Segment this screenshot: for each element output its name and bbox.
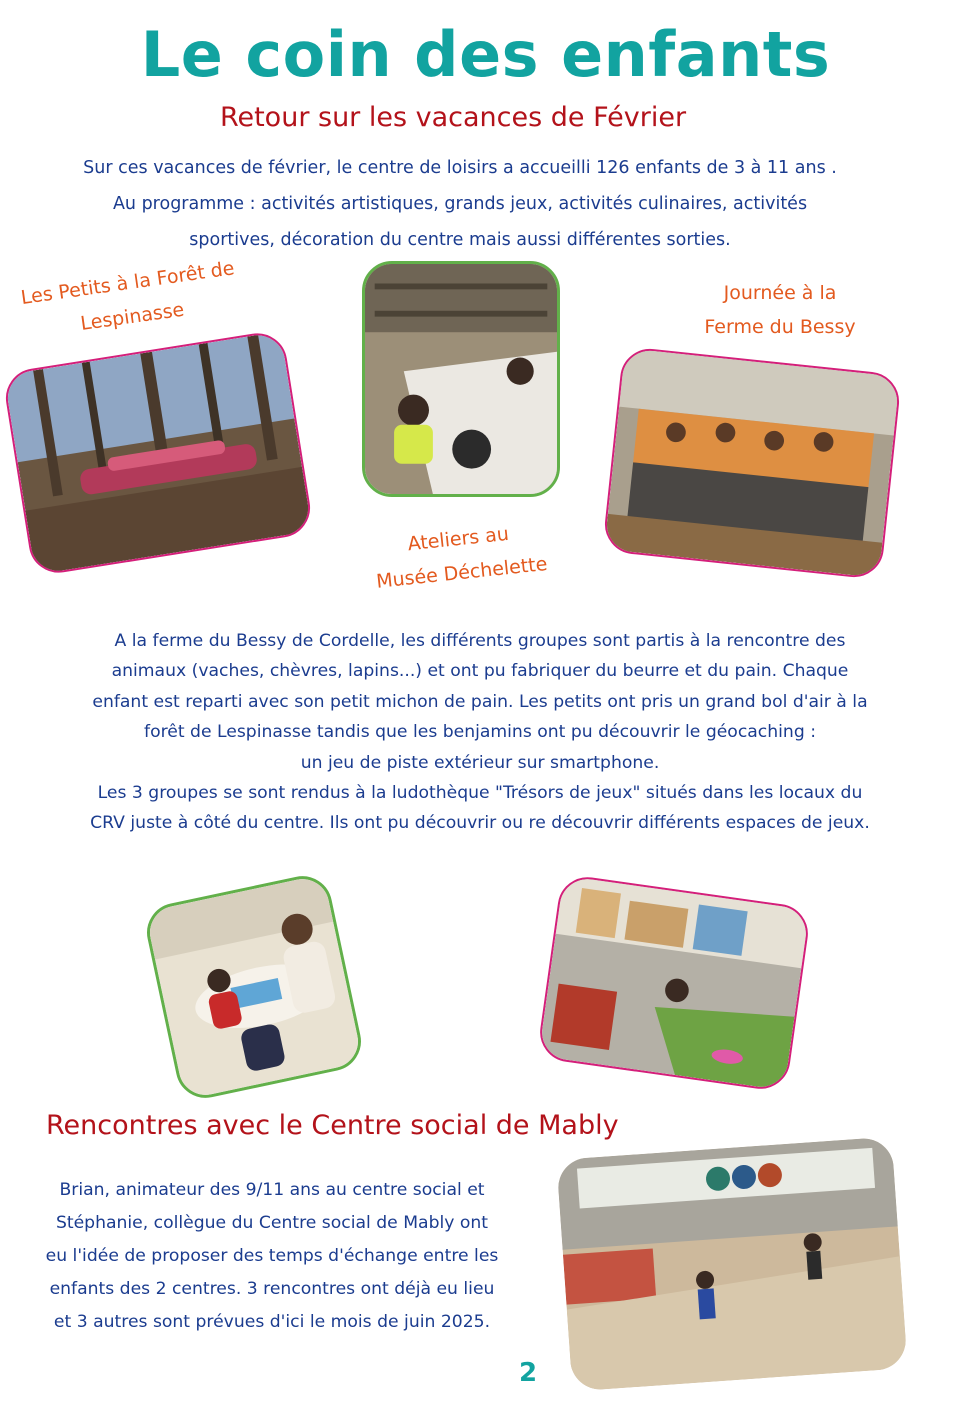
intro-paragraph <box>20 150 900 258</box>
photo-ludotheque-table <box>141 871 366 1104</box>
body-line: animaux (vaches, chèvres, lapins...) et ont pu fabriquer du beurre et du pain. Chaque <box>111 661 849 682</box>
mably-line: enfants des 2 centres. 3 rencontres ont déjà eu lieu <box>49 1279 495 1299</box>
caption-musee <box>347 511 573 602</box>
caption-line: Ferme du Bessy <box>704 316 856 338</box>
body-paragraph <box>10 626 950 839</box>
mably-line: Stéphanie, collègue du Centre social de Mably ont <box>55 1213 489 1233</box>
intro-line: sportives, décoration du centre mais aussi différentes sorties. <box>189 230 731 250</box>
intro-line: Sur ces vacances de février, le centre de loisirs a accueilli 126 enfants de 3 à 11 ans . <box>83 158 837 178</box>
photo-foret-lespinasse <box>2 329 315 577</box>
photo-musee-dechelette <box>362 261 560 497</box>
caption-foret <box>6 250 253 351</box>
caption-line: Ateliers au <box>406 522 510 556</box>
caption-line: Lespinasse <box>79 298 186 335</box>
photo-ludotheque-salle <box>536 873 811 1092</box>
page-number: 2 <box>518 1358 538 1388</box>
body-line: forêt de Lespinasse tandis que les benjamins ont pu découvrir le géocaching : <box>144 722 816 743</box>
caption-line: Les Petits à la Forêt de <box>19 257 236 310</box>
photo-ferme-du-bessy <box>602 346 902 580</box>
caption-ferme <box>680 276 880 344</box>
body-line: A la ferme du Bessy de Cordelle, les différents groupes sont partis à la rencontre des <box>114 631 846 651</box>
caption-line: Musée Déchelette <box>375 552 549 593</box>
mably-line: eu l'idée de proposer des temps d'échange entre les <box>45 1246 499 1266</box>
body-line: Les 3 groupes se sont rendus à la ludothèque "Trésors de jeux" situés dans les locaux du <box>97 783 863 804</box>
mably-section-title: Rencontres avec le Centre social de Mably <box>46 1110 619 1141</box>
body-line: enfant est reparti avec son petit michon de pain. Les petits ont pris un grand bol d'air à la <box>92 691 868 712</box>
body-line: CRV juste à côté du centre. Ils ont pu découvrir ou re découvrir différents espaces de jeux. <box>90 813 870 834</box>
body-line: un jeu de piste extérieur sur smartphone. <box>300 752 660 773</box>
section-subtitle: Retour sur les vacances de Février <box>219 102 687 133</box>
mably-line: Brian, animateur des 9/11 ans au centre social et <box>59 1180 485 1200</box>
mably-line: et 3 autres sont prévues d'ici le mois de juin 2025. <box>53 1312 491 1332</box>
caption-line: Journée à la <box>723 282 837 304</box>
page-title: Le coin des enfants <box>140 18 831 91</box>
intro-line: Au programme : activités artistiques, grands jeux, activités culinaires, activités <box>112 194 808 214</box>
photo-rencontre-mably <box>556 1137 907 1392</box>
mably-paragraph <box>10 1174 534 1339</box>
